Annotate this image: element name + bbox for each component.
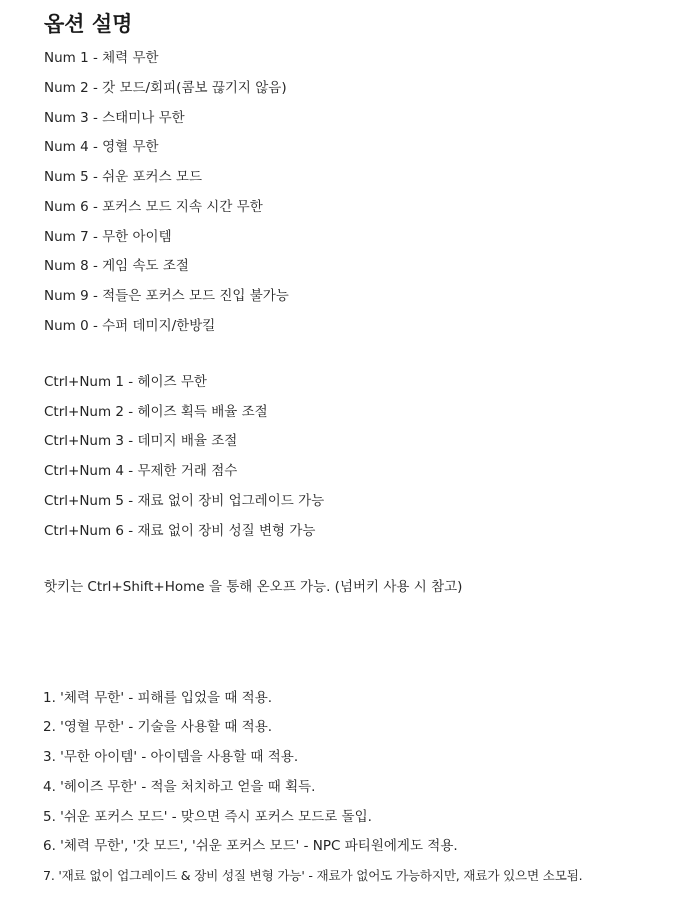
note-item: 7. '재료 없이 업그레이드 & 장비 성질 변형 가능' - 재료가 없어도 가능하지만, 재료가 있으면 소모됨. [43,868,583,883]
ctrl-hotkey-item: Ctrl+Num 3 - 데미지 배율 조절 [44,433,238,449]
note-item: 5. '쉬운 포커스 모드' - 맞으면 즉시 포커스 모드로 돌입. [43,809,372,825]
ctrl-hotkey-item: Ctrl+Num 6 - 재료 없이 장비 성질 변형 가능 [44,523,316,539]
hotkey-item: Num 2 - 갓 모드/회피(콤보 끊기지 않음) [44,80,287,96]
toggle-note: 핫키는 Ctrl+Shift+Home 을 통해 온오프 가능. (넘버키 사용 시 참고) [44,579,463,595]
ctrl-hotkey-item: Ctrl+Num 1 - 헤이즈 무한 [44,374,207,390]
hotkey-item: Num 1 - 체력 무한 [44,50,159,66]
hotkey-item: Num 5 - 쉬운 포커스 모드 [44,169,203,185]
note-item: 6. '체력 무한', '갓 모드', '쉬운 포커스 모드' - NPC 파티원에게도 적용. [43,838,458,854]
hotkey-item: Num 3 - 스태미나 무한 [44,110,185,126]
hotkey-item: Num 0 - 수퍼 데미지/한방킬 [44,318,216,334]
note-item: 3. '무한 아이템' - 아이템을 사용할 때 적용. [43,749,299,765]
note-item: 2. '영혈 무한' - 기술을 사용할 때 적용. [43,719,273,735]
note-item: 4. '헤이즈 무한' - 적을 처치하고 얻을 때 획득. [43,779,316,795]
hotkey-item: Num 9 - 적들은 포커스 모드 진입 불가능 [44,288,289,304]
hotkey-item: Num 4 - 영혈 무한 [44,139,159,155]
hotkey-item: Num 6 - 포커스 모드 지속 시간 무한 [44,199,263,215]
hotkey-item: Num 8 - 게임 속도 조절 [44,258,189,274]
ctrl-hotkey-item: Ctrl+Num 5 - 재료 없이 장비 업그레이드 가능 [44,493,325,509]
ctrl-hotkey-item: Ctrl+Num 2 - 헤이즈 획득 배율 조절 [44,404,268,420]
hotkey-item: Num 7 - 무한 아이템 [44,229,172,245]
page-title: 옵션 설명 [44,12,133,36]
note-item: 1. '체력 무한' - 피해를 입었을 때 적용. [43,690,273,706]
ctrl-hotkey-item: Ctrl+Num 4 - 무제한 거래 점수 [44,463,238,479]
